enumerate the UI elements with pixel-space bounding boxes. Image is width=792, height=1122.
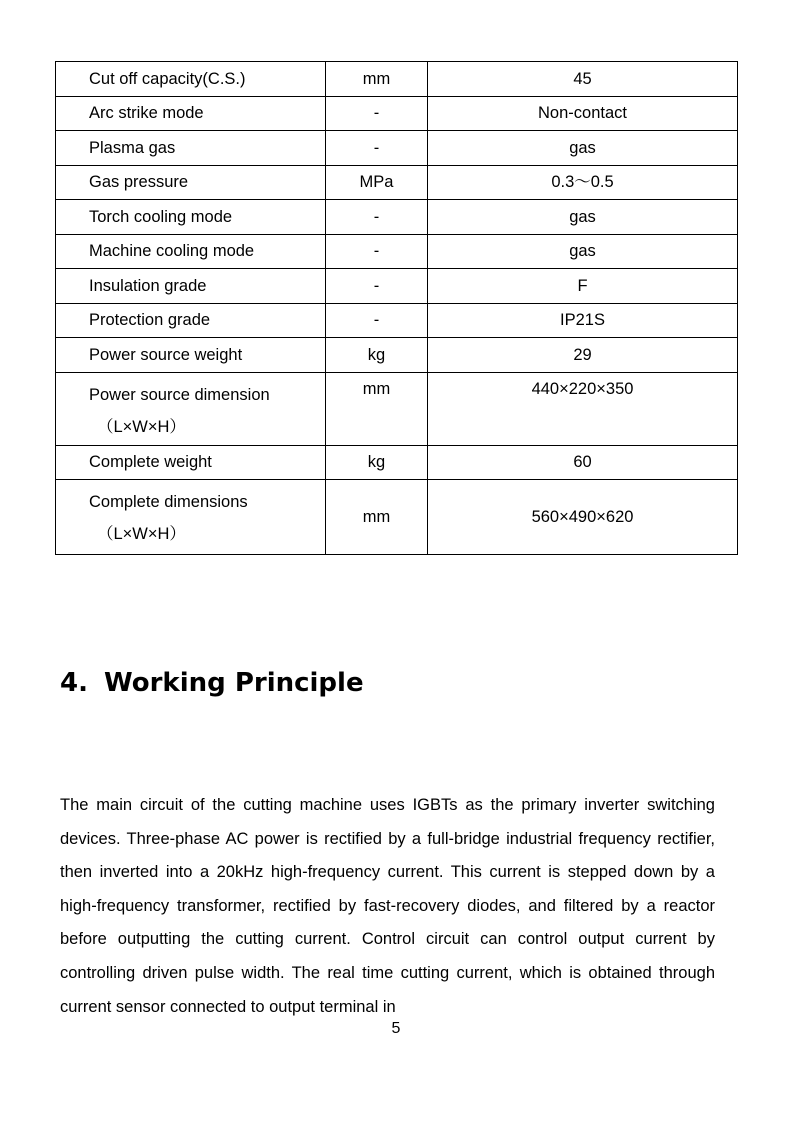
unit-cell: - [326, 269, 428, 304]
parameter-cell: Plasma gas [56, 131, 326, 166]
unit-cell: - [326, 234, 428, 269]
table-row [56, 445, 738, 480]
unit-cell: mm [326, 372, 428, 445]
table-row [56, 62, 738, 97]
page-number: 5 [391, 1020, 401, 1037]
value-cell: F [428, 269, 738, 304]
unit-cell: kg [326, 445, 428, 480]
parameter-cell: Protection grade [56, 303, 326, 338]
section-heading [60, 668, 364, 698]
table-row [56, 372, 738, 445]
table-row [56, 338, 738, 373]
parameter-cell: Power source weight [56, 338, 326, 373]
table-row [56, 303, 738, 338]
parameter-cell [56, 372, 326, 445]
value-cell: 440×220×350 [428, 372, 738, 445]
value-cell: 29 [428, 338, 738, 373]
section-number: 4. [60, 668, 88, 698]
unit-cell: - [326, 131, 428, 166]
unit-cell: mm [326, 62, 428, 97]
parameter-cell: Cut off capacity(C.S.) [56, 62, 326, 97]
value-cell: IP21S [428, 303, 738, 338]
parameter-cell: Complete weight [56, 445, 326, 480]
table-row [56, 131, 738, 166]
value-cell: 60 [428, 445, 738, 480]
value-cell: 0.3～0.5 [428, 165, 738, 200]
unit-cell: - [326, 200, 428, 235]
unit-cell: kg [326, 338, 428, 373]
table-row [56, 234, 738, 269]
parameter-cell: Torch cooling mode [56, 200, 326, 235]
value-cell: gas [428, 200, 738, 235]
table-row [56, 165, 738, 200]
unit-cell: mm [326, 480, 428, 555]
value-cell: 45 [428, 62, 738, 97]
value-cell: 560×490×620 [428, 480, 738, 555]
unit-cell: MPa [326, 165, 428, 200]
parameter-cell: Arc strike mode [56, 96, 326, 131]
value-cell: gas [428, 131, 738, 166]
parameter-label: Power source dimension [89, 385, 270, 404]
table-row [56, 200, 738, 235]
parameter-cell: Insulation grade [56, 269, 326, 304]
section-title: Working Principle [104, 668, 364, 698]
parameter-cell [56, 480, 326, 555]
table-row [56, 480, 738, 555]
specifications-table [55, 61, 738, 555]
parameter-label: Complete dimensions [89, 493, 248, 511]
value-cell: gas [428, 234, 738, 269]
table-row [56, 96, 738, 131]
value-cell: Non-contact [428, 96, 738, 131]
parameter-sublabel: （L×W×H） [97, 417, 186, 436]
parameter-cell: Gas pressure [56, 165, 326, 200]
parameter-sublabel: （L×W×H） [97, 525, 186, 543]
unit-cell: - [326, 96, 428, 131]
parameter-cell: Machine cooling mode [56, 234, 326, 269]
table-row [56, 269, 738, 304]
body-paragraph: The main circuit of the cutting machine uses IGBTs as the primary inverter switching devices. Three-phase AC power is rectified by a full-bridge industrial frequency rectifier, then inverted into a 20kHz high-frequency current. This current is stepped down by a high-frequency transformer, rectified by fast-recovery diodes, and filtered by a reactor before outputting the cutting current. Control circuit can control output current by controlling driven pulse width. The real time cutting current, which is obtained through current sensor connected to output terminal in [60, 796, 715, 1016]
unit-cell: - [326, 303, 428, 338]
